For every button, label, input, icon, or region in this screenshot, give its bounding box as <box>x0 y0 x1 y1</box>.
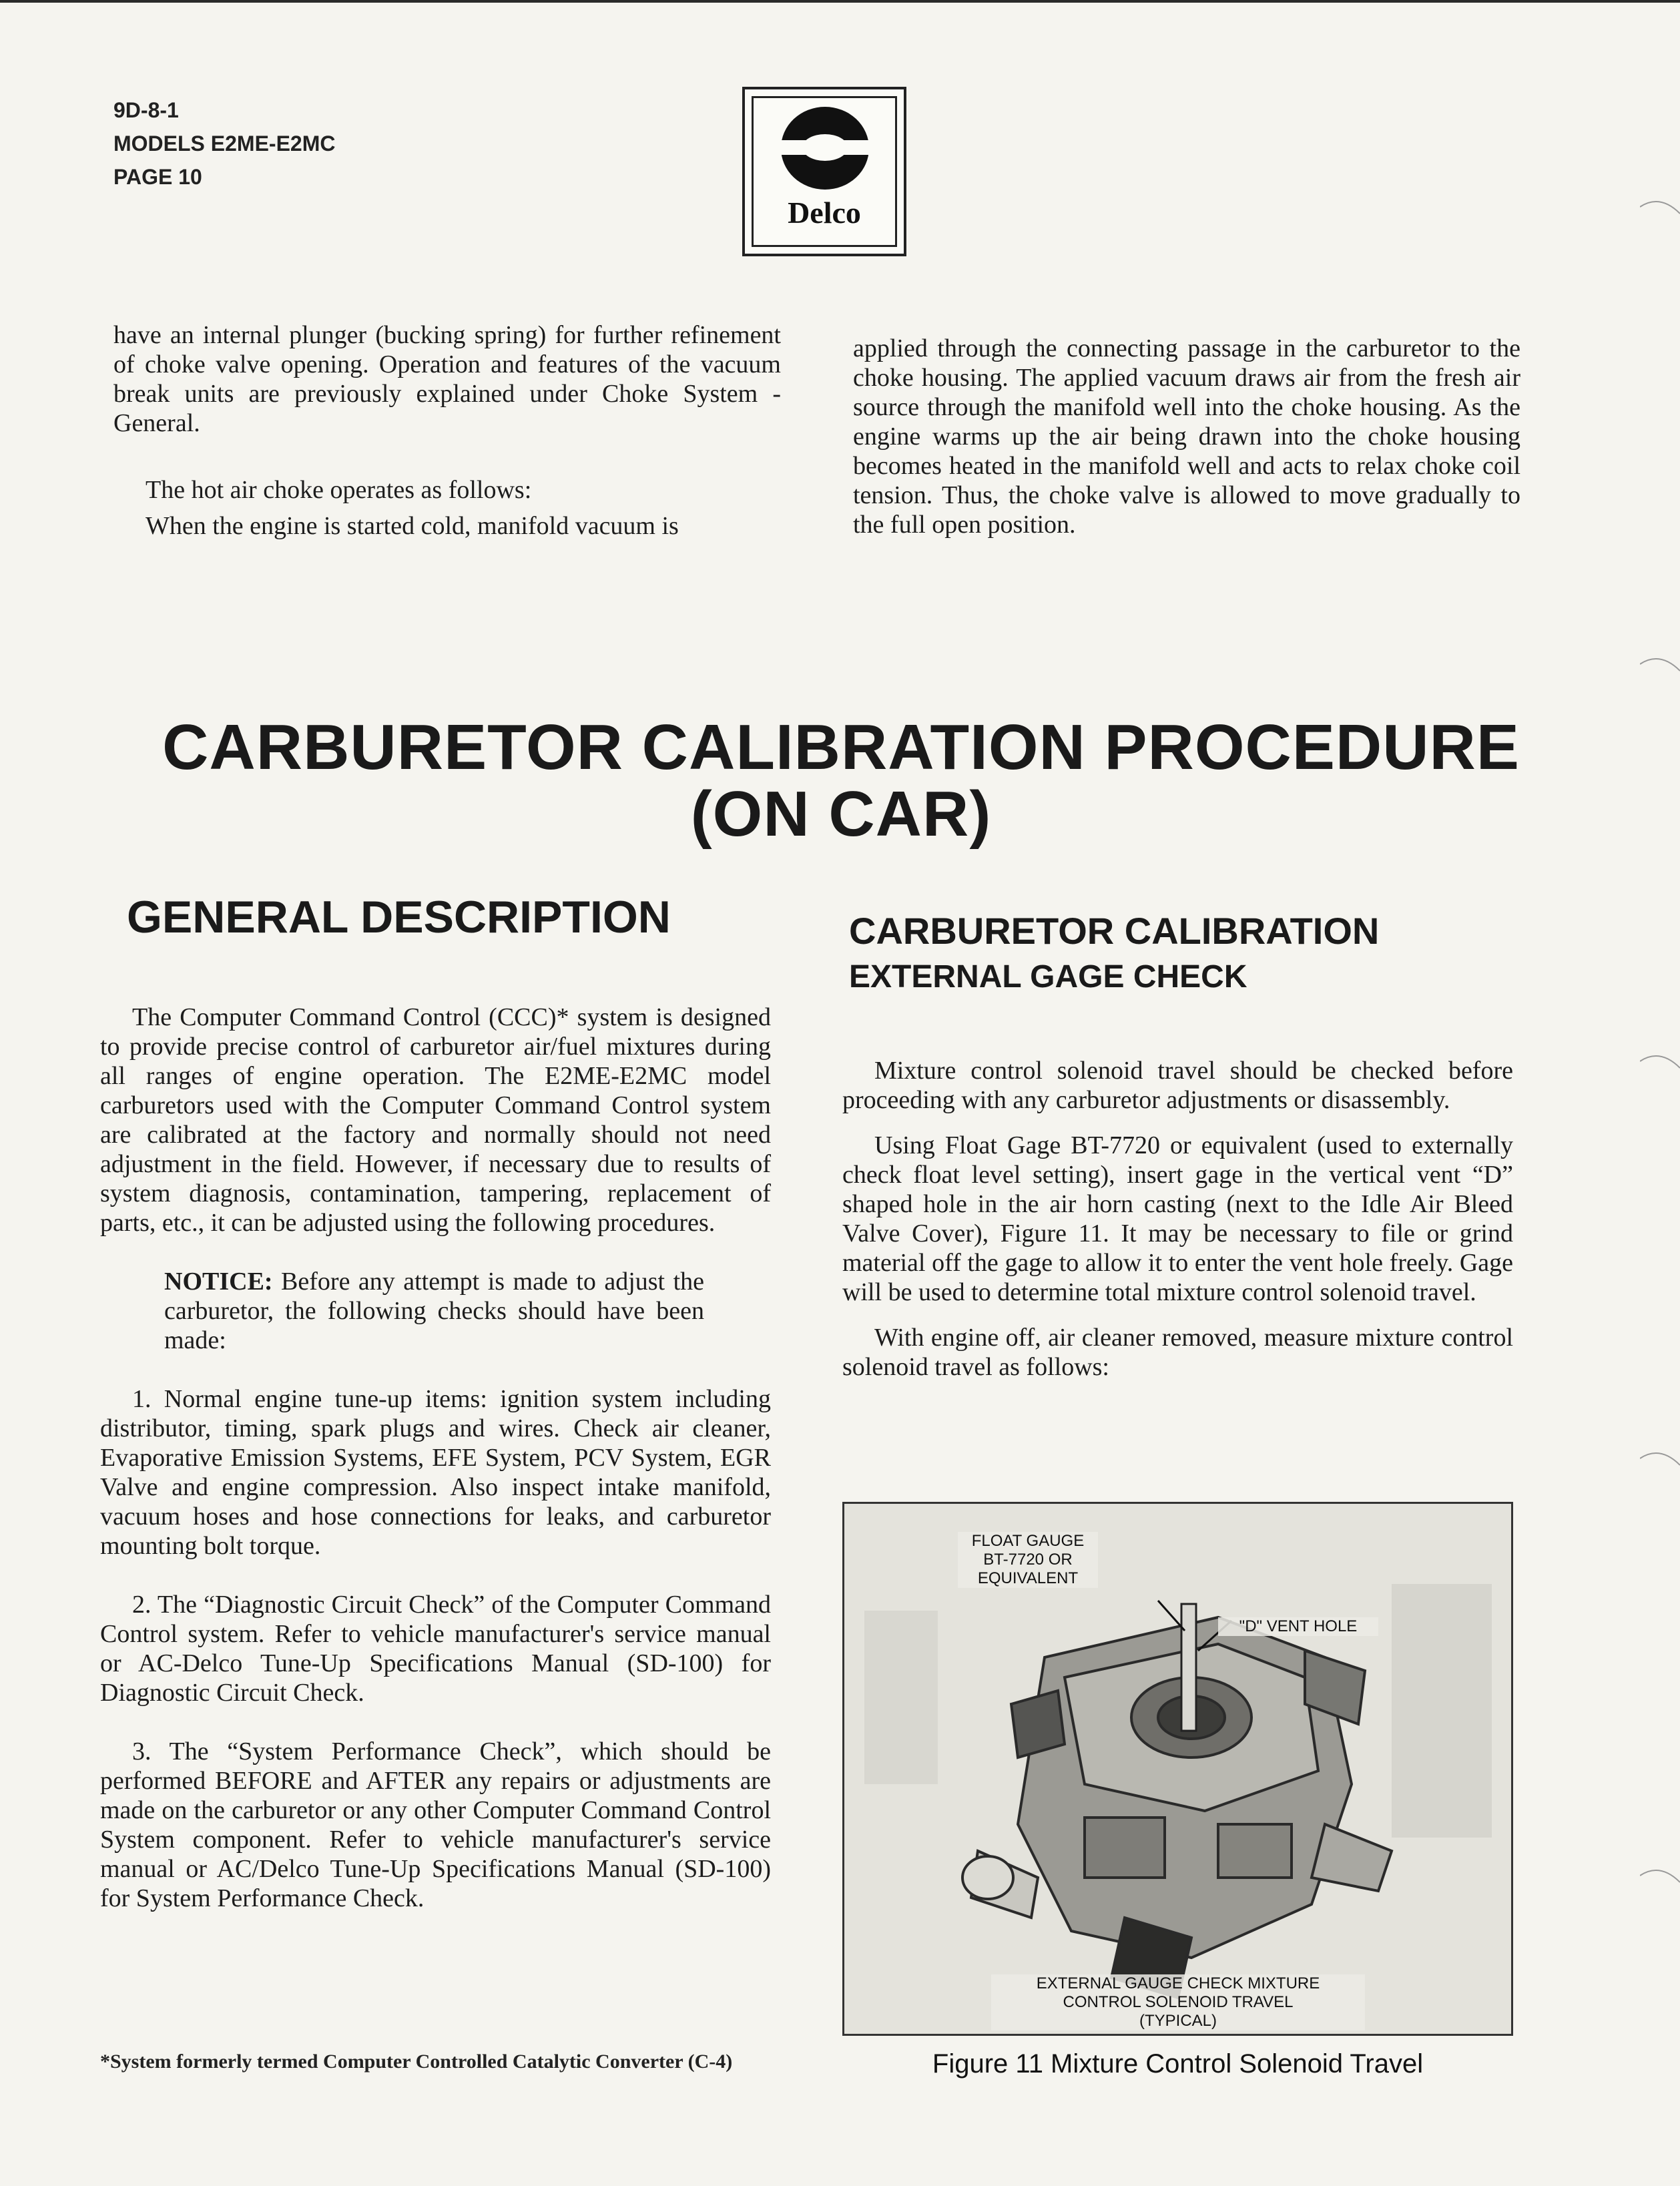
paragraph: Mixture control solenoid travel should be checked before proceeding with any carburetor adjustments or disassembly. <box>842 1057 1513 1114</box>
vent-hole-label: "D" VENT HOLE <box>1218 1617 1378 1636</box>
list-item: 2. The “Diagnostic Circuit Check” of the Computer Command Control system. Refer to vehicle manufacturer's service manual or AC-Delco Tune-Up Specifications Manual (SD-100) for Diagnostic Circuit Check. <box>100 1591 771 1707</box>
paragraph: When the engine is started cold, manifold vacuum is <box>146 512 679 540</box>
page-edge-mark <box>1640 651 1680 677</box>
notice-label: NOTICE: <box>164 1268 273 1296</box>
paragraph: applied through the connecting passage in the carburetor to the choke housing. The applied vacuum draws air from the fresh air source through the manifold well into the choke housing. As the engine warms up the air being drawn into the choke housing becomes heated in the manifold well and acts to relax choke coil tension. Thus, the choke valve is allowed to move gradually to the full open position. <box>853 334 1520 539</box>
top-left-column <box>113 320 781 557</box>
float-gauge-label <box>958 1532 1098 1588</box>
calibration-heading: CARBURETOR CALIBRATION <box>849 910 1380 952</box>
general-description-heading: GENERAL DESCRIPTION <box>127 892 671 942</box>
footnote: *System formerly termed Computer Controlled Catalytic Converter (C-4) <box>100 2051 733 2073</box>
external-gage-subheading: EXTERNAL GAGE CHECK <box>849 959 1247 995</box>
paragraph: have an internal plunger (bucking spring) for further refinement of choke valve opening. Operation and features of the vacuum break units are previously explained under Choke System - General. <box>113 321 781 437</box>
page-title <box>93 714 1589 848</box>
notice-paragraph <box>164 1267 704 1355</box>
figure-11 <box>842 1502 1513 2036</box>
label-line: EXTERNAL GAUGE CHECK MIXTURE <box>1036 1974 1320 1992</box>
page-header <box>113 93 335 194</box>
section-code: 9D-8-1 <box>113 98 179 122</box>
page-number: PAGE 10 <box>113 165 202 189</box>
figure-bottom-label <box>991 1974 1365 2030</box>
delco-emblem-icon <box>772 101 878 195</box>
delco-logo <box>742 87 906 256</box>
figure-caption: Figure 11 Mixture Control Solenoid Travel <box>932 2049 1424 2079</box>
notice-text: Before any attempt is made to adjust the carburetor, the following checks should have been made: <box>164 1268 704 1354</box>
models-label: MODELS E2ME-E2MC <box>113 131 336 156</box>
list-item: 1. Normal engine tune-up items: ignition system including distributor, timing, spark plugs and wires. Check air cleaner, Evaporative Emission Systems, EFE System, PCV System, EGR Valve and engine compression. Also inspect intake manifold, vacuum hoses and hose connections for leaks, and carburetor mounting bolt torque. <box>100 1385 771 1560</box>
page-edge-mark <box>1640 1445 1680 1472</box>
right-body-column <box>842 1056 1513 1398</box>
paragraph: Using Float Gage BT-7720 or equivalent (used to externally check float level setting), insert gage in the vertical vent “D” shaped hole in the air horn casting (next to the Idle Air Bleed Valve Cover), Figure 11. It may be necessary to file or grind material off the gage to allow it to enter the vent hole freely. Gage will be used to determine total mixture control solenoid travel. <box>842 1131 1513 1306</box>
logo-wordmark: Delco <box>788 196 861 230</box>
title-line-1: CARBURETOR CALIBRATION PROCEDURE <box>162 712 1520 783</box>
left-body-column <box>100 1003 771 1929</box>
paragraph: The hot air choke operates as follows: <box>146 476 532 504</box>
label-line: EQUIVALENT <box>977 1569 1079 1587</box>
top-border-line <box>0 0 1680 3</box>
label-line: FLOAT GAUGE <box>971 1532 1085 1550</box>
carburetor-photo <box>844 1504 1513 2036</box>
paragraph: With engine off, air cleaner removed, measure mixture control solenoid travel as follows: <box>842 1324 1513 1381</box>
page-edge-mark <box>1640 194 1680 220</box>
top-right-column <box>853 334 1520 555</box>
list-item: 3. The “System Performance Check”, which should be performed BEFORE and AFTER any repairs or adjustments are made on the carburetor or any other Computer Command Control System component. Refer to vehicle manufacturer's service manual or AC/Delco Tune-Up Specifications Manual (SD-100) for System Performance Check. <box>100 1737 771 1912</box>
paragraph: The Computer Command Control (CCC)* system is designed to provide precise control of carburetor air/fuel mixtures during all ranges of engine operation. The E2ME-E2MC model carburetors used with the Computer Command Control system are calibrated at the factory and normally should not need adjustment in the field. However, if necessary due to results of system diagnosis, contamination, tampering, replacement of parts, etc., it can be adjusted using the following procedures. <box>100 1003 771 1237</box>
page-edge-mark <box>1640 1048 1680 1075</box>
label-line: (TYPICAL) <box>1139 2012 1217 2030</box>
page-edge-mark <box>1640 1862 1680 1889</box>
title-line-2: (ON CAR) <box>690 778 992 850</box>
label-line: BT-7720 OR <box>983 1551 1073 1569</box>
label-line: CONTROL SOLENOID TRAVEL <box>1063 1993 1294 2011</box>
